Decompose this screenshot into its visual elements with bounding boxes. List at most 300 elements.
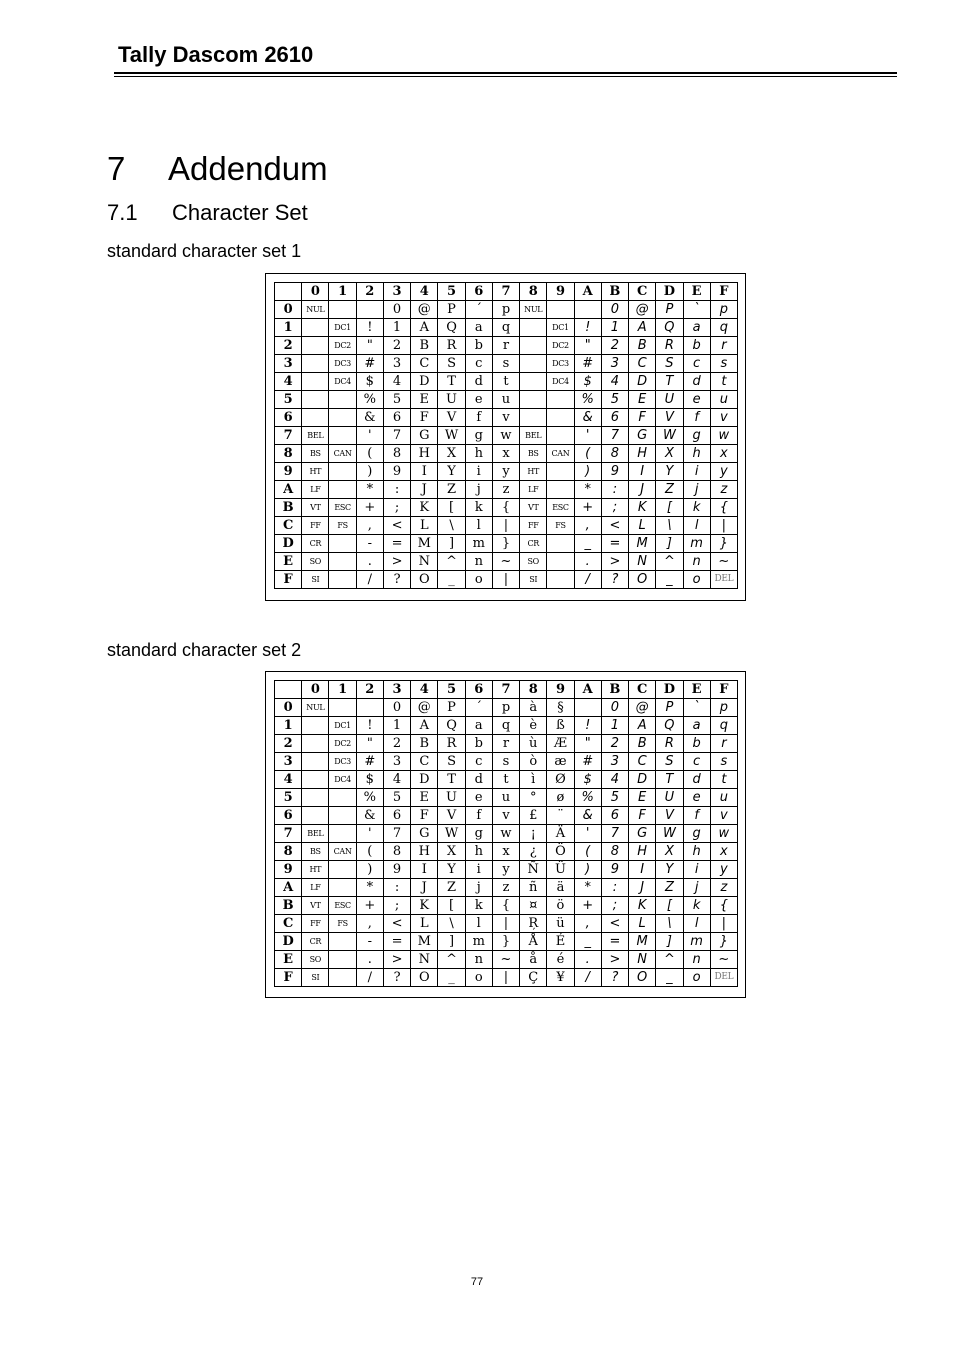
character-cell: \	[438, 517, 465, 535]
character-cell: L	[411, 915, 438, 933]
character-cell: }	[710, 535, 737, 553]
character-cell: o	[683, 969, 710, 987]
character-cell: *	[356, 879, 383, 897]
character-cell: x	[710, 445, 737, 463]
character-cell: 2	[601, 735, 628, 753]
character-cell: (	[356, 843, 383, 861]
character-cell	[329, 391, 356, 409]
character-cell: .	[356, 951, 383, 969]
character-cell: l	[683, 915, 710, 933]
character-cell: N	[629, 553, 656, 571]
row-header: 1	[275, 319, 302, 337]
character-cell	[520, 409, 547, 427]
table-row	[275, 319, 738, 337]
character-cell: J	[629, 481, 656, 499]
character-cell: E	[629, 789, 656, 807]
row-header: 3	[275, 355, 302, 373]
character-cell: c	[465, 355, 492, 373]
character-cell: FS	[547, 517, 574, 535]
character-cell: <	[601, 517, 628, 535]
character-cell: p	[492, 301, 519, 319]
character-cell: ¥	[547, 969, 574, 987]
table-header-row	[275, 681, 738, 699]
character-cell: r	[710, 337, 737, 355]
table-row	[275, 535, 738, 553]
character-cell: q	[710, 319, 737, 337]
character-cell: |	[710, 517, 737, 535]
character-cell	[329, 699, 356, 717]
character-cell: h	[683, 445, 710, 463]
character-cell: #	[356, 355, 383, 373]
character-cell: DC4	[547, 373, 574, 391]
character-cell: 5	[601, 789, 628, 807]
character-cell: BS	[302, 843, 329, 861]
character-cell	[302, 771, 329, 789]
character-cell: w	[710, 825, 737, 843]
character-cell: LF	[302, 481, 329, 499]
column-header: 5	[438, 681, 465, 699]
character-cell: !	[574, 319, 601, 337]
character-cell	[520, 391, 547, 409]
character-cell: R	[656, 337, 683, 355]
character-cell: >	[383, 553, 410, 571]
character-cell: ¿	[520, 843, 547, 861]
character-cell: o	[683, 571, 710, 589]
character-cell: p	[492, 699, 519, 717]
page-number: 77	[470, 1276, 484, 1288]
character-cell: K	[629, 499, 656, 517]
character-cell: {	[710, 499, 737, 517]
character-cell: 5	[383, 391, 410, 409]
character-cell: r	[710, 735, 737, 753]
character-cell: SI	[520, 571, 547, 589]
table-row	[275, 301, 738, 319]
character-cell: @	[411, 699, 438, 717]
character-cell: SI	[302, 969, 329, 987]
column-header: D	[656, 681, 683, 699]
header-rule-thin	[114, 76, 897, 77]
character-cell: 9	[383, 861, 410, 879]
character-cell: A	[411, 319, 438, 337]
character-cell: ;	[601, 897, 628, 915]
character-cell: SO	[302, 553, 329, 571]
character-cell: $	[574, 373, 601, 391]
character-cell: Y	[656, 861, 683, 879]
character-cell: X	[438, 445, 465, 463]
character-cell: CAN	[329, 445, 356, 463]
character-cell: T	[656, 771, 683, 789]
character-cell: ¡	[520, 825, 547, 843]
character-cell: e	[465, 789, 492, 807]
character-cell	[329, 825, 356, 843]
character-cell: =	[601, 535, 628, 553]
character-cell: e	[465, 391, 492, 409]
character-cell	[520, 373, 547, 391]
character-cell: 2	[601, 337, 628, 355]
character-cell: 3	[383, 355, 410, 373]
character-cell: ö	[547, 897, 574, 915]
row-header: D	[275, 933, 302, 951]
character-cell: ?	[383, 571, 410, 589]
table-row	[275, 553, 738, 571]
character-cell: DC4	[329, 373, 356, 391]
row-header: F	[275, 571, 302, 589]
table-row	[275, 463, 738, 481]
character-cell: M	[629, 535, 656, 553]
character-cell: y	[492, 861, 519, 879]
character-cell: CAN	[329, 843, 356, 861]
character-cell: x	[710, 843, 737, 861]
character-cell: å	[520, 951, 547, 969]
character-cell: :	[383, 879, 410, 897]
character-cell: [	[438, 499, 465, 517]
character-cell: N	[411, 553, 438, 571]
character-cell: c	[465, 753, 492, 771]
character-cell: ,	[574, 517, 601, 535]
character-cell: *	[574, 879, 601, 897]
column-header: E	[683, 681, 710, 699]
character-cell	[329, 571, 356, 589]
character-cell: x	[492, 445, 519, 463]
character-cell	[302, 807, 329, 825]
character-cell: Y	[656, 463, 683, 481]
character-cell: m	[465, 933, 492, 951]
character-cell: C	[629, 355, 656, 373]
character-cell: F	[629, 409, 656, 427]
character-cell: K	[411, 499, 438, 517]
character-cell: LF	[302, 879, 329, 897]
character-cell: >	[601, 553, 628, 571]
character-cell: >	[383, 951, 410, 969]
character-cell: W	[656, 427, 683, 445]
table-header-row	[275, 283, 738, 301]
character-cell: 1	[601, 717, 628, 735]
character-cell: u	[492, 789, 519, 807]
character-cell: Ø	[547, 771, 574, 789]
character-cell	[547, 553, 574, 571]
character-cell: '	[356, 427, 383, 445]
character-cell: VT	[302, 499, 329, 517]
character-cell: j	[683, 481, 710, 499]
character-cell: a	[683, 717, 710, 735]
character-cell: é	[547, 951, 574, 969]
character-cell: [	[438, 897, 465, 915]
character-cell: HT	[520, 463, 547, 481]
character-cell: ñ	[520, 879, 547, 897]
character-cell: y	[710, 463, 737, 481]
character-cell: P	[438, 301, 465, 319]
character-cell: R	[438, 337, 465, 355]
set2-caption: standard character set 2	[107, 640, 302, 660]
character-cell: O	[629, 969, 656, 987]
character-cell: *	[574, 481, 601, 499]
character-cell: E	[411, 391, 438, 409]
chapter-heading	[107, 150, 328, 188]
column-header: F	[710, 681, 737, 699]
character-cell: K	[411, 897, 438, 915]
character-cell: ^	[438, 951, 465, 969]
character-cell: &	[356, 409, 383, 427]
character-cell: ,	[356, 517, 383, 535]
character-cell: H	[411, 445, 438, 463]
character-cell: *	[356, 481, 383, 499]
character-cell: ]	[656, 535, 683, 553]
character-cell: DEL	[710, 969, 737, 987]
row-header: 7	[275, 825, 302, 843]
character-cell: Æ	[547, 735, 574, 753]
character-cell: DC3	[329, 355, 356, 373]
character-cell: ?	[383, 969, 410, 987]
character-cell: X	[656, 445, 683, 463]
row-header: 8	[275, 445, 302, 463]
character-cell: .	[574, 951, 601, 969]
character-cell: @	[629, 301, 656, 319]
character-cell: ;	[383, 897, 410, 915]
character-cell: z	[710, 879, 737, 897]
character-cell: D	[629, 771, 656, 789]
character-cell: É	[547, 933, 574, 951]
character-cell: &	[574, 807, 601, 825]
character-cell: h	[683, 843, 710, 861]
character-cell: q	[492, 717, 519, 735]
character-cell: H	[629, 843, 656, 861]
character-cell	[547, 427, 574, 445]
character-cell: .	[356, 553, 383, 571]
character-cell: (	[574, 445, 601, 463]
character-cell	[329, 301, 356, 319]
table-row	[275, 807, 738, 825]
character-cell	[302, 789, 329, 807]
table-row	[275, 337, 738, 355]
character-cell: V	[438, 409, 465, 427]
character-cell: BS	[302, 445, 329, 463]
character-cell: w	[492, 427, 519, 445]
column-header: 8	[520, 681, 547, 699]
character-cell: K	[629, 897, 656, 915]
character-cell: DC1	[329, 319, 356, 337]
character-cell: b	[465, 337, 492, 355]
character-cell: :	[601, 481, 628, 499]
character-cell: F	[629, 807, 656, 825]
character-cell: +	[356, 897, 383, 915]
character-cell	[356, 301, 383, 319]
character-cell: e	[683, 391, 710, 409]
character-cell: b	[683, 735, 710, 753]
row-header: 0	[275, 301, 302, 319]
character-cell: ~	[710, 951, 737, 969]
character-cell	[302, 319, 329, 337]
column-header: 0	[302, 681, 329, 699]
column-header: 8	[520, 283, 547, 301]
character-cell: &	[574, 409, 601, 427]
character-cell: "	[356, 735, 383, 753]
character-cell: M	[629, 933, 656, 951]
character-cell	[329, 481, 356, 499]
character-cell: A	[629, 319, 656, 337]
table-row	[275, 391, 738, 409]
character-cell: 9	[601, 463, 628, 481]
character-cell: r	[492, 735, 519, 753]
character-cell: =	[601, 933, 628, 951]
row-header: 0	[275, 699, 302, 717]
character-cell: ?	[601, 571, 628, 589]
column-header: 3	[383, 283, 410, 301]
character-cell: ^	[438, 553, 465, 571]
character-cell: %	[356, 789, 383, 807]
character-cell: m	[683, 535, 710, 553]
character-cell: l	[465, 915, 492, 933]
character-set-1-table	[274, 282, 738, 589]
character-cell: Q	[656, 319, 683, 337]
character-cell: ^	[656, 553, 683, 571]
character-cell: u	[710, 789, 737, 807]
character-cell: /	[356, 571, 383, 589]
character-cell: CR	[302, 535, 329, 553]
table-row	[275, 915, 738, 933]
character-cell: c	[683, 753, 710, 771]
row-header: E	[275, 553, 302, 571]
column-header: D	[656, 283, 683, 301]
character-cell: $	[356, 373, 383, 391]
character-cell	[356, 699, 383, 717]
character-cell: e	[683, 789, 710, 807]
character-cell: z	[710, 481, 737, 499]
character-cell: BS	[520, 445, 547, 463]
character-cell: P	[656, 699, 683, 717]
character-cell: x	[492, 843, 519, 861]
character-cell: 6	[601, 807, 628, 825]
character-cell: W	[656, 825, 683, 843]
table-row	[275, 825, 738, 843]
character-cell: )	[574, 861, 601, 879]
row-header: 4	[275, 373, 302, 391]
character-cell: _	[574, 535, 601, 553]
character-cell	[302, 753, 329, 771]
character-cell	[547, 409, 574, 427]
character-cell: ,	[356, 915, 383, 933]
character-cell: /	[356, 969, 383, 987]
character-cell: (	[356, 445, 383, 463]
character-cell: !	[356, 717, 383, 735]
character-cell: a	[683, 319, 710, 337]
character-cell: D	[411, 771, 438, 789]
character-cell: HT	[302, 861, 329, 879]
table-row	[275, 771, 738, 789]
row-header: D	[275, 535, 302, 553]
table-row	[275, 409, 738, 427]
table-row	[275, 879, 738, 897]
character-cell: Z	[438, 879, 465, 897]
character-cell: T	[438, 771, 465, 789]
character-cell: u	[710, 391, 737, 409]
character-cell: ]	[438, 933, 465, 951]
character-cell: £	[520, 807, 547, 825]
table-row	[275, 969, 738, 987]
character-cell: S	[438, 753, 465, 771]
character-cell: 6	[601, 409, 628, 427]
character-cell: 0	[383, 699, 410, 717]
character-cell: '	[574, 427, 601, 445]
character-cell: Q	[438, 717, 465, 735]
character-cell: 5	[383, 789, 410, 807]
character-cell: 4	[383, 373, 410, 391]
character-cell: <	[601, 915, 628, 933]
character-cell: m	[683, 933, 710, 951]
character-cell: Z	[656, 481, 683, 499]
character-cell: ß	[547, 717, 574, 735]
character-cell: i	[465, 463, 492, 481]
row-header: 3	[275, 753, 302, 771]
character-cell: d	[465, 373, 492, 391]
column-header: C	[629, 681, 656, 699]
character-cell: ´	[465, 699, 492, 717]
character-cell	[329, 427, 356, 445]
character-cell: 1	[383, 717, 410, 735]
character-cell: [	[656, 499, 683, 517]
character-cell: VT	[302, 897, 329, 915]
character-cell	[547, 481, 574, 499]
table-row	[275, 373, 738, 391]
character-cell: NUL	[302, 699, 329, 717]
character-cell: @	[629, 699, 656, 717]
character-cell: ò	[520, 753, 547, 771]
row-header: 5	[275, 391, 302, 409]
column-header: 0	[302, 283, 329, 301]
character-cell: Y	[438, 463, 465, 481]
character-cell: D	[629, 373, 656, 391]
character-cell: 1	[383, 319, 410, 337]
character-cell: M	[411, 535, 438, 553]
column-header: B	[601, 681, 628, 699]
character-cell: SO	[520, 553, 547, 571]
character-cell: V	[438, 807, 465, 825]
character-cell: n	[465, 553, 492, 571]
character-cell: ü	[547, 915, 574, 933]
character-cell	[302, 337, 329, 355]
character-cell: O	[411, 969, 438, 987]
character-cell: |	[492, 969, 519, 987]
character-cell: <	[383, 517, 410, 535]
character-cell	[547, 301, 574, 319]
character-cell: B	[629, 735, 656, 753]
character-cell	[302, 717, 329, 735]
character-cell: G	[629, 427, 656, 445]
character-cell: )	[356, 463, 383, 481]
character-cell: F	[411, 409, 438, 427]
character-cell: _	[574, 933, 601, 951]
character-cell: 7	[383, 427, 410, 445]
character-cell: q	[710, 717, 737, 735]
character-cell: h	[465, 445, 492, 463]
character-cell: N	[629, 951, 656, 969]
character-cell: &	[356, 807, 383, 825]
character-cell: w	[710, 427, 737, 445]
row-header: 1	[275, 717, 302, 735]
character-cell: ;	[601, 499, 628, 517]
character-cell: 9	[601, 861, 628, 879]
character-cell: p	[710, 301, 737, 319]
character-cell: L	[629, 517, 656, 535]
character-cell: +	[356, 499, 383, 517]
character-cell: [	[656, 897, 683, 915]
section-number: 7.1	[107, 200, 138, 225]
character-cell: |	[710, 915, 737, 933]
character-cell: _	[438, 969, 465, 987]
character-cell: '	[356, 825, 383, 843]
character-cell: O	[411, 571, 438, 589]
character-cell: L	[411, 517, 438, 535]
column-header: 6	[465, 283, 492, 301]
